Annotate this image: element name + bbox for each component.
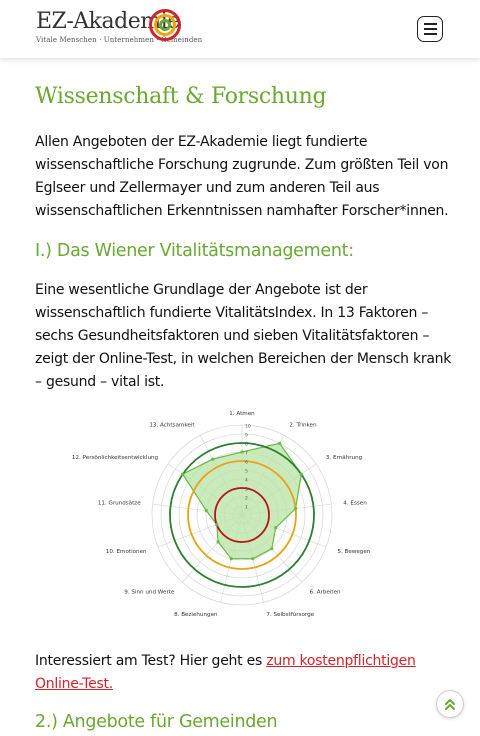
radar-data-point bbox=[300, 472, 303, 475]
radar-tick-label: 2 bbox=[245, 496, 248, 502]
double-chevron-up-icon bbox=[443, 697, 457, 711]
radar-tick-label: 6 bbox=[245, 460, 248, 466]
radar-category-label: 9. Sinn und Werte bbox=[124, 589, 175, 596]
radar-data-point bbox=[240, 450, 243, 453]
hamburger-icon bbox=[424, 23, 437, 25]
radar-category-label: 7. Selbstfürsorge bbox=[266, 612, 315, 618]
radar-data-point bbox=[274, 526, 277, 529]
radar-tick-label: 4 bbox=[245, 478, 248, 484]
radar-data-point bbox=[251, 557, 254, 560]
section-heading-1: I.) Das Wiener Vitalitätsmanagement: bbox=[35, 241, 354, 261]
radar-category-label: 13. Achtsamkeit bbox=[149, 422, 195, 429]
page-title: Wissenschaft & Forschung bbox=[35, 84, 327, 109]
radar-category-label: 10. Emotionen bbox=[105, 549, 147, 556]
radar-tick-label: 8 bbox=[245, 442, 248, 448]
cta-paragraph bbox=[35, 650, 455, 696]
logo-rings-icon[interactable] bbox=[148, 8, 182, 42]
menu-button[interactable] bbox=[417, 16, 443, 42]
radar-data-point bbox=[278, 442, 281, 445]
radar-tick-label: 5 bbox=[245, 469, 248, 475]
radar-tick-label: 1 bbox=[245, 505, 248, 511]
radar-tick-label: 7 bbox=[245, 451, 248, 457]
section-heading-2: 2.) Angebote für Gemeinden bbox=[35, 712, 278, 732]
radar-category-label: 8. Beziehungen bbox=[174, 612, 218, 618]
cta-prefix: Interessiert am Test? Hier geht es bbox=[35, 653, 267, 669]
site-header bbox=[0, 0, 480, 58]
radar-data-point bbox=[205, 509, 208, 512]
radar-tick-label: 9 bbox=[245, 433, 248, 439]
radar-tick-label: 10 bbox=[245, 424, 251, 430]
radar-category-label: 4. Essen bbox=[343, 500, 367, 507]
logo-name[interactable]: EZ-Akademie bbox=[36, 9, 180, 34]
radar-data-point bbox=[230, 557, 233, 560]
section-1-paragraph: Eine wesentliche Grundlage der Angebote ist der wissenschaftlich fundierte VitalitätsIndex. In 13 Faktoren – sechs Gesundheitsfaktoren und sieben Vitalitätsfaktoren – zeigt der Online-Test, in welchen Bereichen der Mensch krank – gesund – vital ist. bbox=[35, 282, 452, 390]
radar-data-point bbox=[211, 458, 214, 461]
online-test-link[interactable]: zum kostenpflichtigen Online-Test. bbox=[35, 653, 416, 692]
radar-data-point bbox=[270, 547, 273, 550]
radar-data-point bbox=[215, 523, 218, 526]
radar-tick-label: 3 bbox=[245, 487, 248, 493]
radar-category-label: 6. Arbeiten bbox=[309, 589, 341, 596]
radar-category-label: 1. Atmen bbox=[229, 411, 255, 417]
scroll-to-top-button[interactable] bbox=[436, 690, 464, 718]
radar-data-point bbox=[181, 472, 184, 475]
intro-paragraph: Allen Angeboten der EZ-Akademie liegt fundierte wissenschaftliche Forschung zugrunde. Zum größten Teil von Eglseer und Zellermayer und zum anderen Teil aus wissenschaftlichen Erkenntnissen namhafter Forscher*innen. bbox=[35, 134, 449, 219]
radar-category-label: 11. Grundsätze bbox=[97, 500, 141, 507]
radar-category-label: 5. Bewegen bbox=[337, 549, 371, 556]
radar-data-point bbox=[217, 540, 220, 543]
radar-data-point bbox=[294, 507, 297, 510]
radar-category-label: 3. Ernährung bbox=[325, 455, 363, 462]
radar-category-label: 12. Persönlichkeitsentwicklung bbox=[71, 455, 159, 462]
logo-tagline: Vitale Menschen · Unternehmen · Gemeinden bbox=[36, 36, 203, 44]
vitality-radar-chart bbox=[60, 405, 420, 620]
radar-category-label: 2. Trinken bbox=[289, 422, 317, 429]
